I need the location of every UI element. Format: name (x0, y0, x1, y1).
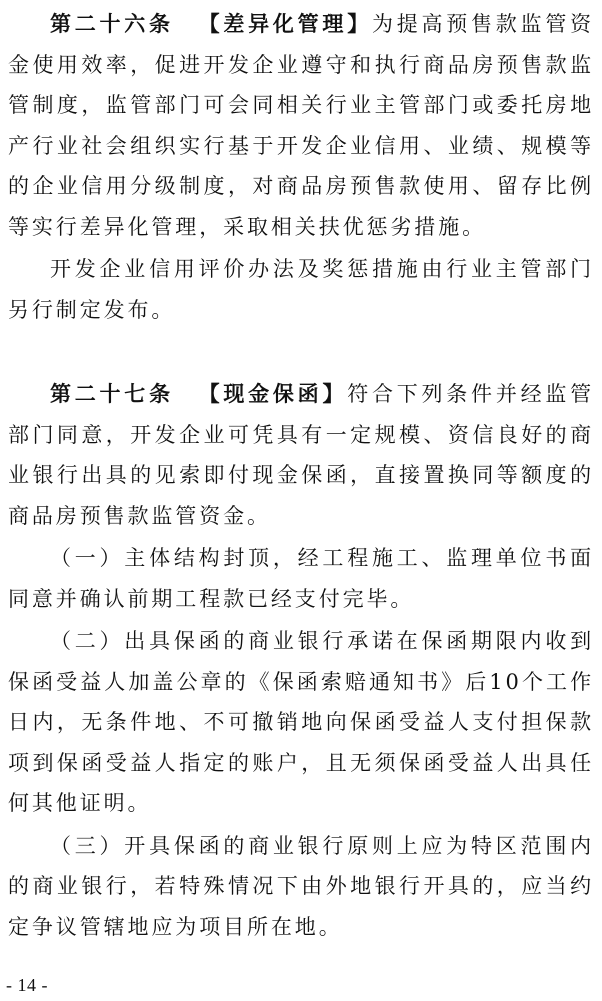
article-27-number: 第二十七条 (50, 382, 174, 406)
article-26-number: 第二十六条 (50, 12, 174, 36)
article-27-item-2: （二）出具保函的商业银行承诺在保函期限内收到保函受益人加盖公章的《保函索赔通知书》后10个工作日内，无条件地、不可撤销地向保函受益人支付担保款项到保函受益人指定的账户，且无须保函受益人出具任何其他证明。 (8, 629, 594, 815)
article-26-paragraph (8, 4, 594, 247)
article-27-item-1: （一）主体结构封顶，经工程施工、监理单位书面同意并确认前期工程款已经支付完毕。 (8, 546, 594, 611)
article-26-paragraph-2: 开发企业信用评价办法及奖惩措施由行业主管部门另行制定发布。 (8, 257, 594, 322)
page-number: - 14 - (6, 975, 48, 995)
article-27-title: 【现金保函】 (197, 382, 348, 406)
document-body (8, 4, 594, 947)
article-27-paragraph (8, 374, 594, 536)
article-26-title: 【差异化管理】 (197, 12, 372, 36)
article-27-item-3: （三）开具保函的商业银行原则上应为特区范围内的商业银行，若特殊情况下由外地银行开具的，应当约定争议管辖地应为项目所在地。 (8, 833, 594, 939)
article-27-text: 符合下列条件并经监管部门同意，开发企业可凭具有一定规模、资信良好的商业银行出具的见索即付现金保函，直接置换同等额度的商品房预售款监管资金。 (8, 382, 595, 528)
article-26-text: 为提高预售款监管资金使用效率，促进开发企业遵守和执行商品房预售款监管制度，监管部门可会同相关行业主管部门或委托房地产行业社会组织实行基于开发企业信用、业绩、规模等的企业信用分级制度，对商品房预售款使用、留存比例等实行差异化管理，采取相关扶优惩劣措施。 (8, 12, 594, 239)
